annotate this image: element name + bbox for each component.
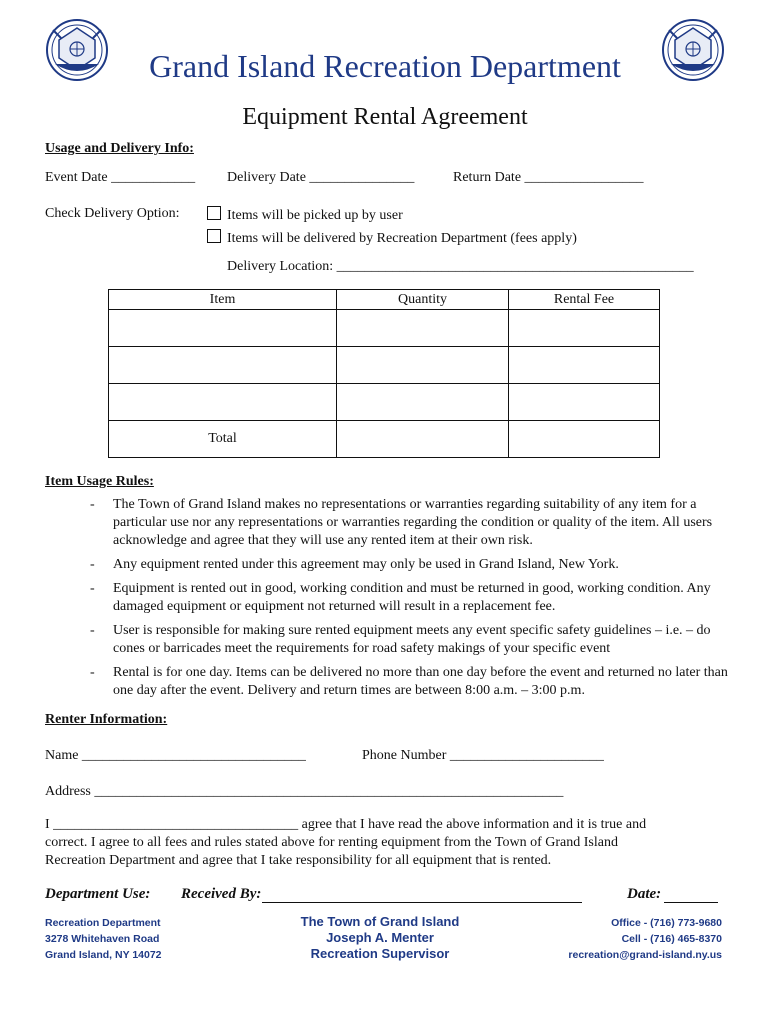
quantity-cell[interactable] bbox=[337, 384, 509, 421]
rule-text: Rental is for one day. Items can be delivered no more than one day before the event and returned no later than one day after the event. Delivery and return times are between 8:00 a.m. – 3:00 p.m. bbox=[113, 665, 728, 698]
total-label: Total bbox=[109, 421, 337, 458]
footer-line: Recreation Supervisor bbox=[310, 946, 450, 961]
delivered-checkbox[interactable] bbox=[207, 229, 221, 243]
footer-line: Grand Island, NY 14072 bbox=[45, 949, 162, 961]
pickup-option[interactable] bbox=[207, 206, 403, 224]
delivered-option[interactable] bbox=[207, 229, 577, 247]
footer-line: The Town of Grand Island bbox=[300, 914, 460, 929]
footer-line: Office - (716) 773-9680 bbox=[611, 917, 722, 929]
agreement-line: Recreation Department and agree that I take responsibility for all equipment that is rented. bbox=[45, 853, 552, 868]
fee-cell[interactable] bbox=[509, 310, 660, 347]
agreement-text bbox=[45, 816, 745, 870]
footer-line: Joseph A. Menter bbox=[326, 930, 434, 945]
list-item: - Equipment is rented out in good, working condition and must be returned in good, working condition. Any damaged equipment or equipment not returned will result in a replacement fee. bbox=[90, 581, 711, 614]
items-table bbox=[108, 289, 660, 458]
date-line[interactable] bbox=[664, 902, 718, 903]
fee-cell[interactable] bbox=[509, 384, 660, 421]
total-quantity-cell[interactable] bbox=[337, 421, 509, 458]
page-title: Grand Island Recreation Department bbox=[149, 48, 621, 84]
renter-heading: Renter Information: bbox=[45, 712, 168, 727]
rules-list bbox=[90, 496, 730, 706]
rule-text: Any equipment rented under this agreement may only be used in Grand Island, New York. bbox=[113, 557, 619, 572]
return-date-field[interactable]: Return Date _________________ bbox=[453, 170, 644, 185]
footer-address bbox=[45, 915, 162, 963]
list-item: - Any equipment rented under this agreement may only be used in Grand Island, New York. bbox=[90, 557, 619, 572]
name-field[interactable]: Name ________________________________ bbox=[45, 748, 306, 763]
pickup-option-label: Items will be picked up by user bbox=[227, 208, 403, 223]
address-field[interactable]: Address ___________________________________________________________________ bbox=[45, 784, 564, 799]
usage-heading: Usage and Delivery Info: bbox=[45, 141, 194, 156]
footer-line: Recreation Department bbox=[45, 917, 161, 929]
event-date-field[interactable]: Event Date ____________ bbox=[45, 170, 196, 185]
item-cell[interactable] bbox=[109, 347, 337, 384]
total-row bbox=[109, 421, 660, 458]
agreement-line: I ___________________________________ agree that I have read the above information and it is true and bbox=[45, 817, 647, 832]
rule-text: The Town of Grand Island makes no representations or warranties regarding suitability of any item for a particular use nor any representations or warranties regarding the condition or quality of the item. All users acknowledge and agree that they will use any rented item at their own risk. bbox=[113, 497, 713, 548]
table-row bbox=[109, 347, 660, 384]
table-header-row bbox=[109, 290, 660, 310]
received-by-label: Received By: bbox=[181, 886, 262, 902]
date-label: Date: bbox=[627, 886, 662, 902]
footer-line: 3278 Whitehaven Road bbox=[45, 933, 160, 945]
header-rental-fee: Rental Fee bbox=[509, 290, 660, 310]
phone-field[interactable]: Phone Number ______________________ bbox=[362, 748, 604, 763]
rule-text: Equipment is rented out in good, working condition and must be returned in good, working condition. Any damaged equipment or equipment not returned will result in a replacement fee. bbox=[113, 581, 711, 614]
footer-contact bbox=[568, 915, 722, 963]
footer-line: Cell - (716) 465-8370 bbox=[621, 933, 722, 945]
quantity-cell[interactable] bbox=[337, 347, 509, 384]
delivered-option-label: Items will be delivered by Recreation Department (fees apply) bbox=[227, 231, 577, 246]
received-by-line[interactable] bbox=[262, 902, 582, 903]
list-item: - User is responsible for making sure rented equipment meets any event specific safety guidelines – i.e. – do cones or barricades meet the requirements for road safety makings of your specific event bbox=[90, 623, 711, 656]
table-row bbox=[109, 310, 660, 347]
form-subtitle: Equipment Rental Agreement bbox=[242, 104, 528, 130]
quantity-cell[interactable] bbox=[337, 310, 509, 347]
footer-supervisor bbox=[275, 914, 485, 962]
department-use-label: Department Use: bbox=[45, 886, 151, 902]
pickup-checkbox[interactable] bbox=[207, 206, 221, 220]
table-row bbox=[109, 384, 660, 421]
item-cell[interactable] bbox=[109, 310, 337, 347]
item-cell[interactable] bbox=[109, 384, 337, 421]
rule-text: User is responsible for making sure rented equipment meets any event specific safety guidelines – i.e. – do cones or barricades meet the requirements for road safety makings of your specific event bbox=[113, 623, 711, 656]
agreement-line: correct. I agree to all fees and rules stated above for renting equipment from the Town of Grand Island bbox=[45, 835, 618, 850]
fee-cell[interactable] bbox=[509, 347, 660, 384]
header-item: Item bbox=[109, 290, 337, 310]
rules-heading: Item Usage Rules: bbox=[45, 474, 154, 489]
list-item: - Rental is for one day. Items can be delivered no more than one day before the event and returned no later than one day after the event. Delivery and return times are between 8:00 a.m. – 3:00 p.m. bbox=[90, 665, 728, 698]
total-fee-cell[interactable] bbox=[509, 421, 660, 458]
list-item: - The Town of Grand Island makes no representations or warranties regarding suitability of any item for a particular use nor any representations or warranties regarding the condition or quality of the item. All users acknowledge and agree that they will use any rented item at their own risk. bbox=[90, 497, 713, 548]
delivery-location-field[interactable]: Delivery Location: ___________________________________________________ bbox=[227, 259, 694, 274]
header-quantity: Quantity bbox=[337, 290, 509, 310]
check-option-label: Check Delivery Option: bbox=[45, 206, 180, 221]
delivery-date-field[interactable]: Delivery Date _______________ bbox=[227, 170, 415, 185]
footer-email-link[interactable]: recreation@grand-island.ny.us bbox=[568, 949, 722, 961]
